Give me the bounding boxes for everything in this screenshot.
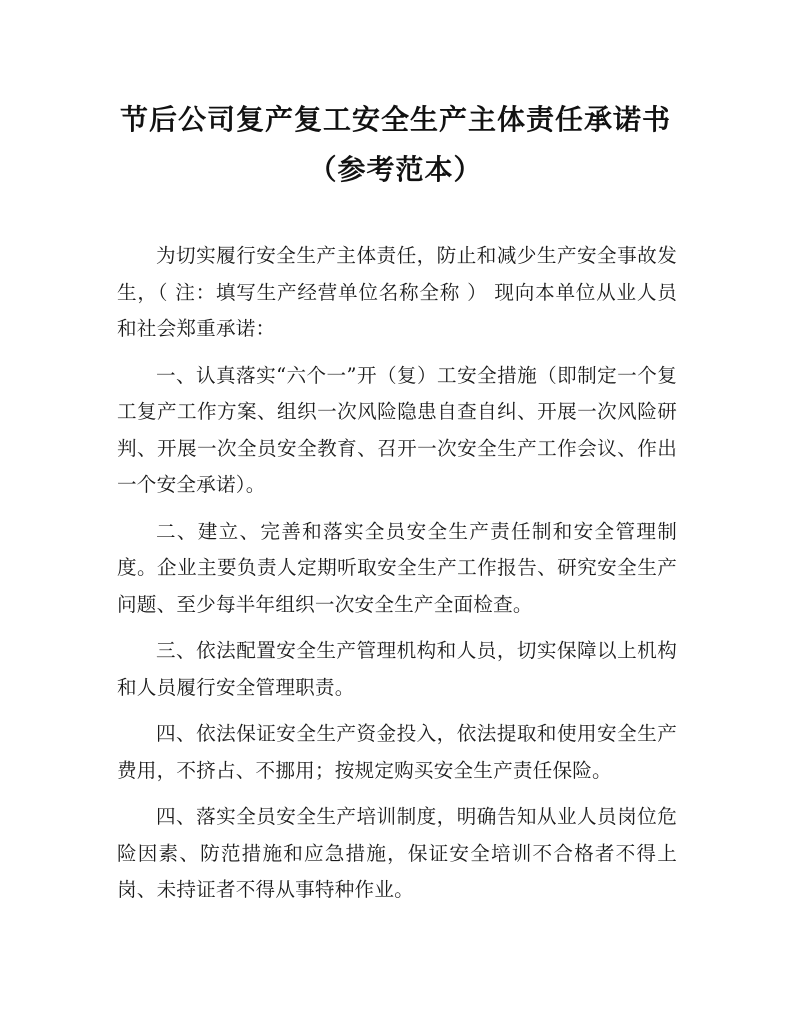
paragraph-intro: 为切实履行安全生产主体责任，防止和减少生产安全事故发生，（ 注：填写生产经营单位名称全称 ） 现向本单位从业人员和社会郑重承诺： [117, 244, 677, 340]
paragraph-item-5: 四、落实全员安全生产培训制度，明确告知从业人员岗位危险因素、防范措施和应急措施，保证安全培训不合格者不得上岗、未持证者不得从事特种作业。 [117, 805, 677, 901]
paragraph-item-4: 四、依法保证安全生产资金投入，依法提取和使用安全生产费用，不挤占、不挪用；按规定购买安全生产责任保险。 [117, 722, 677, 782]
paragraph-item-2: 二、建立、完善和落实全员安全生产责任制和安全管理制度。企业主要负责人定期听取安全生产工作报告、研究安全生产问题、至少每半年组织一次安全生产全面检查。 [117, 519, 677, 616]
document-body [117, 238, 677, 919]
paragraph-item-3: 三、依法配置安全生产管理机构和人员，切实保障以上机构和人员履行安全管理职责。 [117, 639, 677, 699]
document-title: 节后公司复产复工安全生产主体责任承诺书 [119, 103, 671, 136]
paragraph-item-1: 一、认真落实“六个一”开（复）工安全措施（即制定一个复工复产工作方案、组织一次风险隐患自查自纠、开展一次风险研判、开展一次全员安全教育、召开一次安全生产工作会议、作出一个安全承诺）。 [117, 363, 677, 496]
document-subtitle: （参考范本） [308, 153, 483, 186]
